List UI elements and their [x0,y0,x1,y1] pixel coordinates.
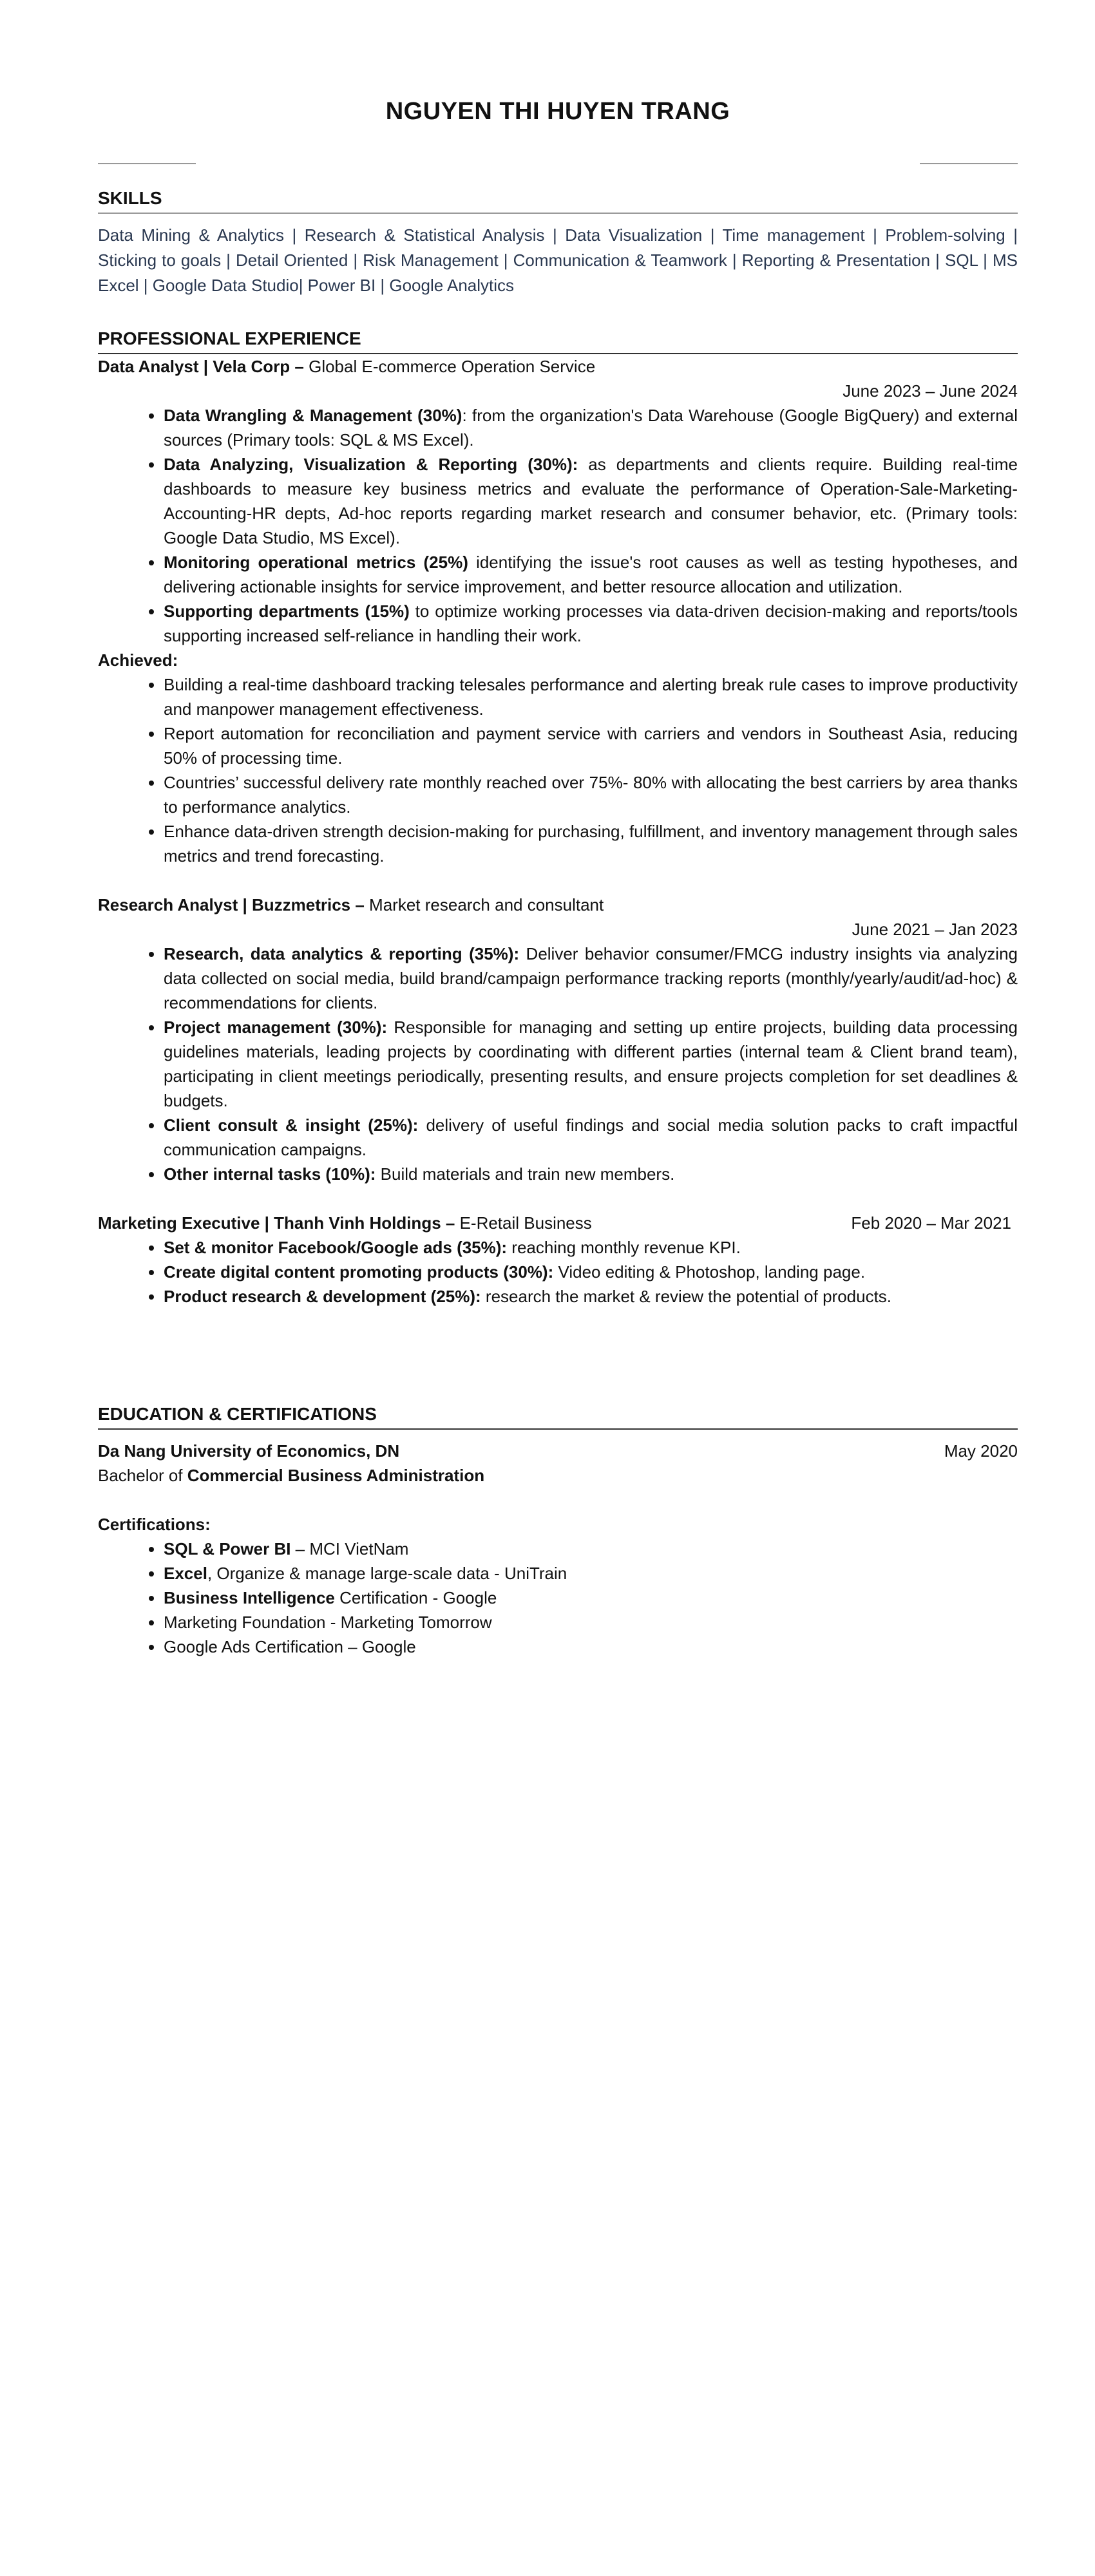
list-item [164,403,1018,452]
list-item [164,1537,1018,1561]
degree-line [98,1463,1018,1488]
education-heading: EDUCATION & CERTIFICATIONS [98,1404,1018,1430]
title-rule-right [920,163,1018,164]
bullet-bold: Set & monitor Facebook/Google ads (35%): [164,1238,508,1257]
cert-text: Certification - Google [334,1588,497,1607]
graduation-date: May 2020 [944,1441,1018,1461]
bullet-bold: Monitoring operational metrics (25%) [164,553,468,572]
education-section [98,1404,1018,1659]
list-item: • Enhance data-driven strength decision-making for purchasing, fulfillment, and inventory management through sales metrics and trend forecasting. [164,819,1018,868]
bullet-text: Video editing & Photoshop, landing page. [553,1262,866,1282]
experience-section [98,328,1018,1309]
bullet-text: Build materials and train new members. [376,1164,675,1184]
candidate-name: NGUYEN THI HUYEN TRANG [385,98,730,125]
title-rule-left [98,163,196,164]
list-item [164,1561,1018,1586]
job-dates: June 2023 – June 2024 [843,381,1018,401]
cert-bold: SQL & Power BI [164,1539,291,1558]
list-item [164,599,1018,648]
experience-heading: PROFESSIONAL EXPERIENCE [98,328,1018,354]
bullet-bold: Client consult & insight (25%): [164,1115,419,1135]
bullet-text: identifying the issue's root causes as well as testing hypotheses, and delivering actionable insights for service improvement, and better resource allocation and utilization. [164,553,1018,596]
list-item [164,1162,1018,1186]
bullet-bold: Project management (30%): [164,1018,388,1037]
school-row [98,1439,1018,1463]
list-item [164,942,1018,1015]
bullet-text: research the market & review the potential of products. [481,1287,892,1306]
achieved-label: Achieved: [98,650,178,670]
bullet-text: to optimize working processes via data-driven decision-making and reports/tools supporting increased self-reliance in handling their work. [164,601,1018,645]
cert-bold: Excel [164,1564,207,1583]
bullet-text: Deliver behavior consumer/FMCG industry insights via analyzing data collected on social media, build brand/campaign performance tracking reports (monthly/yearly/audit/ad-hoc) & recommendations for clients. [164,944,1018,1012]
bullet-text: as departments and clients require. Building real-time dashboards to measure key business metrics and evaluate the performance of Operation-Sale-Marketing-Accounting-HR depts, Ad-hoc reports regarding market research and consumer behavior, etc. (Primary tools: Google Data Studio, MS Excel). [164,455,1018,547]
job-title [98,1211,592,1235]
list-item [164,1284,1018,1309]
bullet-text: delivery of useful findings and social media solution packs to craft impactful communication campaigns. [164,1115,1018,1159]
bullet-bold: Data Wrangling & Management (30%) [164,406,462,425]
job-title [98,893,1018,917]
list-item [164,1235,1018,1260]
list-item: • Report automation for reconciliation and payment service with carriers and vendors in Southeast Asia, reducing 50% of processing time. [164,721,1018,770]
job-description: E-Retail Business [455,1213,592,1233]
job-title-row [98,1211,1018,1235]
cert-text: , Organize & manage large-scale data - UniTrain [207,1564,567,1583]
bullet-bold: Data Analyzing, Visualization & Reporting (30%): [164,455,578,474]
degree-name: Commercial Business Administration [187,1466,485,1485]
skills-text: Data Mining & Analytics | Research & Statistical Analysis | Data Visualization | Time management | Problem-solving | Sticking to goals | Detail Oriented | Risk Management | Communication & Teamwork | Reporting & Presentation | SQL | MS Excel | Google Data Studio| Power BI | Google Analytics [98,225,1018,295]
school-name: Da Nang University of Economics, DN [98,1441,400,1461]
list-item: • Building a real-time dashboard tracking telesales performance and alerting break rule cases to improve productivity and manpower management effectiveness. [164,672,1018,721]
bullet-bold: Other internal tasks (10%): [164,1164,376,1184]
list-item [164,452,1018,550]
job-dates: Feb 2020 – Mar 2021 [851,1213,1011,1233]
bullet-bold: Create digital content promoting products (30%): [164,1262,554,1282]
certifications-label: Certifications: [98,1515,211,1534]
job-role-company: Marketing Executive | Thanh Vinh Holdings – [98,1213,455,1233]
job-title [98,354,1018,379]
job-entry [98,1211,1018,1309]
job-entry [98,893,1018,1186]
achieved-list [98,672,1018,868]
list-item [164,1610,1018,1634]
bullet-bold: Product research & development (25%): [164,1287,481,1306]
job-bullets [98,942,1018,1186]
cert-text: Google Ads Certification – Google [164,1637,416,1656]
job-role-company: Research Analyst | Buzzmetrics – [98,895,365,914]
degree-prefix: Bachelor of [98,1466,187,1485]
list-item [164,1113,1018,1162]
bullet-text: reaching monthly revenue KPI. [507,1238,741,1257]
cert-bold: Business Intelligence [164,1588,335,1607]
job-role-company: Data Analyst | Vela Corp – [98,357,304,376]
list-item [164,1634,1018,1659]
job-dates: June 2021 – Jan 2023 [852,920,1018,939]
job-description: Global E-commerce Operation Service [303,357,596,376]
job-bullets [98,403,1018,648]
list-item [164,550,1018,599]
skills-heading: SKILLS [98,188,1018,214]
list-item [164,1586,1018,1610]
bullet-bold: Supporting departments (15%) [164,601,410,621]
job-entry [98,354,1018,868]
list-item [164,1015,1018,1113]
list-item: • Countries’ successful delivery rate monthly reached over 75%- 80% with allocating the best carriers by area thanks to performance analytics. [164,770,1018,819]
list-item [164,1260,1018,1284]
certifications-list [98,1537,1018,1659]
job-bullets [98,1235,1018,1309]
bullet-bold: Research, data analytics & reporting (35%): [164,944,520,963]
cert-text: – MCI VietNam [290,1539,409,1558]
skills-section [98,188,1018,298]
cert-text: Marketing Foundation - Marketing Tomorrow [164,1613,492,1632]
bullet-text: : from the organization's Data Warehouse (Google BigQuery) and external sources (Primary tools: SQL & MS Excel). [164,406,1018,450]
job-description: Market research and consultant [364,895,604,914]
bullet-text: Responsible for managing and setting up entire projects, building data processing guidelines materials, leading projects by coordinating with different parties (internal team & Client brand team), participating in client meetings periodically, presenting results, and ensure projects completion for set deadlines & budgets. [164,1018,1018,1110]
